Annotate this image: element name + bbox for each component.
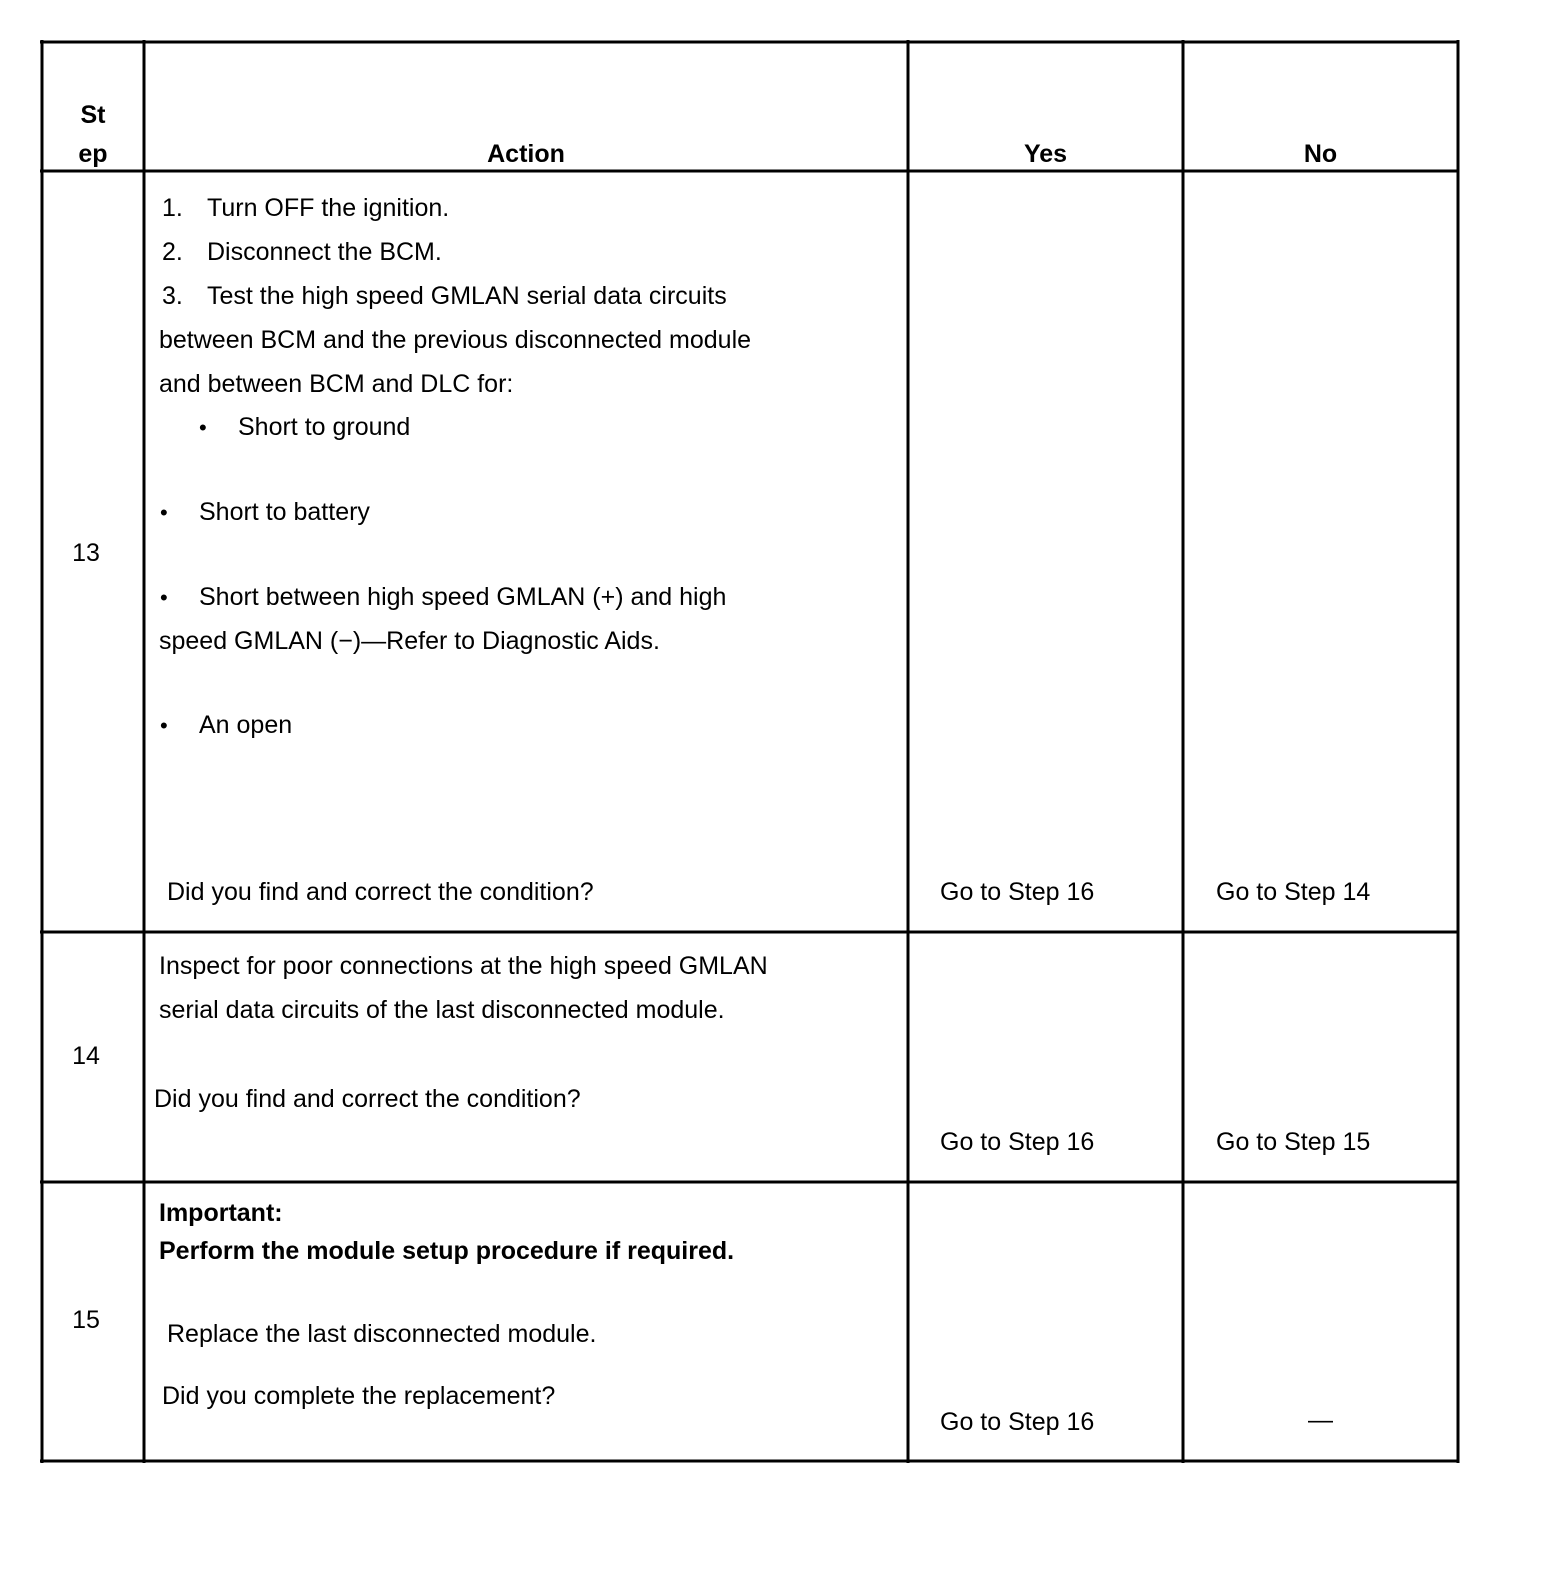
step-13-item-3-continued: between BCM and the previous disconnected module — [159, 326, 752, 354]
step-13-item-3-text: Test the high speed GMLAN serial data circuits — [207, 282, 727, 310]
bullet-icon: • — [160, 500, 168, 525]
step-number-14: 14 — [72, 1042, 100, 1070]
step-14-instruction-line2: serial data circuits of the last disconnected module. — [159, 996, 725, 1024]
step-13-item-2-number: 2. — [162, 238, 183, 266]
bullet-icon: • — [199, 415, 207, 440]
step-14-no: Go to Step 15 — [1216, 1128, 1371, 1156]
step-14-question: Did you find and correct the condition? — [154, 1085, 581, 1113]
bullet-short-between-gmlan: Short between high speed GMLAN (+) and high — [199, 583, 727, 611]
step-13-yes: Go to Step 16 — [940, 878, 1095, 906]
step-13-item-2-text: Disconnect the BCM. — [207, 238, 442, 266]
step-14-yes: Go to Step 16 — [940, 1128, 1095, 1156]
header-step-line2: ep — [78, 140, 108, 168]
bullet-icon: • — [160, 585, 168, 610]
bullet-an-open: An open — [199, 711, 293, 739]
step-13-item-1-number: 1. — [162, 194, 183, 222]
header-action: Action — [487, 140, 565, 168]
step-13-no: Go to Step 14 — [1216, 878, 1371, 906]
step-15-question: Did you complete the replacement? — [162, 1382, 556, 1410]
step-number-15: 15 — [72, 1306, 100, 1334]
header-yes: Yes — [1023, 140, 1068, 168]
step-15-important-text: Perform the module setup procedure if required. — [159, 1237, 735, 1265]
bullet-short-between-gmlan-continued: speed GMLAN (−)—Refer to Diagnostic Aids. — [159, 627, 660, 655]
step-13-question: Did you find and correct the condition? — [167, 878, 594, 906]
header-no: No — [1303, 140, 1338, 168]
step-15-no: — — [1308, 1406, 1333, 1434]
step-15-yes: Go to Step 16 — [940, 1408, 1095, 1436]
header-step-line1: St — [80, 101, 106, 129]
step-number-13: 13 — [72, 539, 100, 567]
step-15-instruction: Replace the last disconnected module. — [167, 1320, 597, 1348]
step-13-item-3-continued: and between BCM and DLC for: — [159, 370, 514, 398]
step-13-item-3-number: 3. — [162, 282, 183, 310]
step-14-instruction-line1: Inspect for poor connections at the high speed GMLAN — [159, 952, 768, 980]
step-15-important-label: Important: — [159, 1199, 283, 1227]
bullet-short-to-battery: Short to battery — [199, 498, 370, 526]
bullet-short-to-ground: Short to ground — [238, 413, 411, 441]
bullet-icon: • — [160, 713, 168, 738]
step-13-item-1-text: Turn OFF the ignition. — [207, 194, 450, 222]
